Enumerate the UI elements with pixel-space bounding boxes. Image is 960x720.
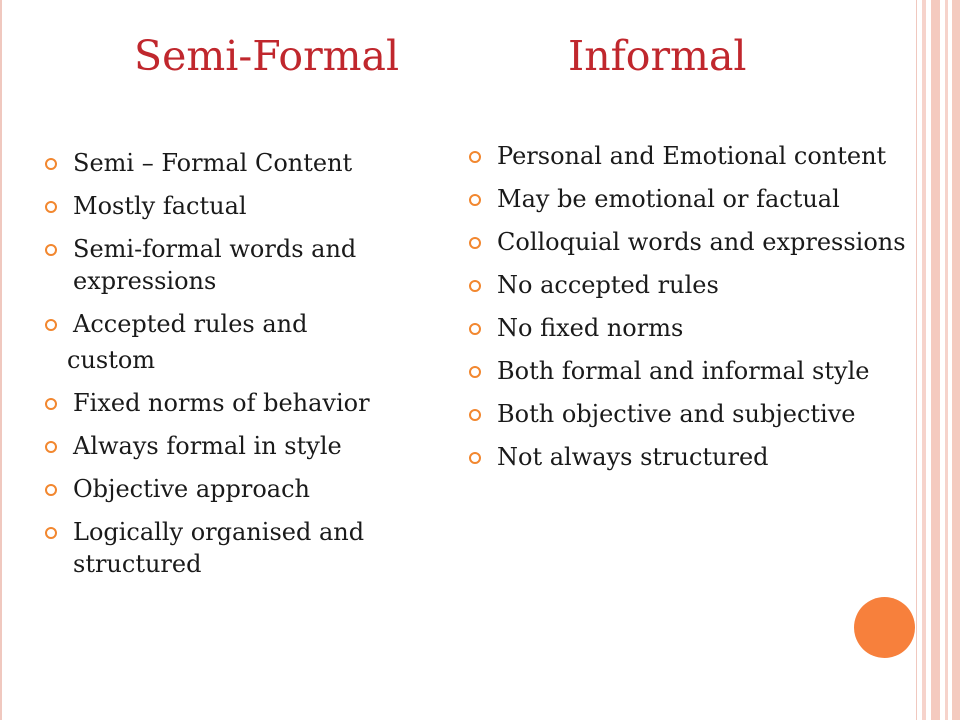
bullet-icon <box>45 441 57 453</box>
list-item: Objective approach <box>42 473 432 505</box>
list-item: Both objective and subjective <box>466 398 916 430</box>
bullet-icon <box>45 398 57 410</box>
list-item: Not always structured <box>466 441 916 473</box>
stripe <box>945 0 948 720</box>
list-item: Semi-formal words and expressions <box>42 233 432 297</box>
bullet-icon <box>469 323 481 335</box>
bullet-icon <box>469 237 481 249</box>
list-item: Always formal in style <box>42 430 432 462</box>
list-item: Logically organised and structured <box>42 516 432 580</box>
bullet-icon <box>45 527 57 539</box>
bullet-icon <box>469 452 481 464</box>
list-item: Fixed norms of behavior <box>42 387 432 419</box>
list-item: Accepted rules and <box>42 308 432 340</box>
bullet-icon <box>45 158 57 170</box>
heading-semi-formal: Semi-Formal <box>134 32 400 80</box>
bullet-icon <box>45 244 57 256</box>
bullet-icon <box>469 409 481 421</box>
list-item: Mostly factual <box>42 190 432 222</box>
list-item: May be emotional or factual <box>466 183 916 215</box>
list-item: No accepted rules <box>466 269 916 301</box>
bullet-icon <box>469 366 481 378</box>
informal-list <box>466 140 916 484</box>
list-item: Personal and Emotional content <box>466 140 916 172</box>
bullet-icon <box>469 194 481 206</box>
bullet-icon <box>45 201 57 213</box>
list-item: No fixed norms <box>466 312 916 344</box>
list-item: Semi – Formal Content <box>42 147 432 179</box>
bullet-icon <box>45 484 57 496</box>
heading-informal: Informal <box>568 32 747 80</box>
decorative-side-stripes <box>918 0 960 720</box>
list-item: Both formal and informal style <box>466 355 916 387</box>
decorative-orange-circle <box>854 597 915 658</box>
stripe <box>931 0 940 720</box>
stripe <box>952 0 960 720</box>
list-item: Colloquial words and expressions <box>466 226 916 258</box>
bullet-icon <box>469 280 481 292</box>
semi-formal-list <box>42 147 432 591</box>
stripe <box>922 0 926 720</box>
bullet-icon <box>469 151 481 163</box>
bullet-icon <box>45 319 57 331</box>
list-item-continuation: custom <box>67 346 156 374</box>
